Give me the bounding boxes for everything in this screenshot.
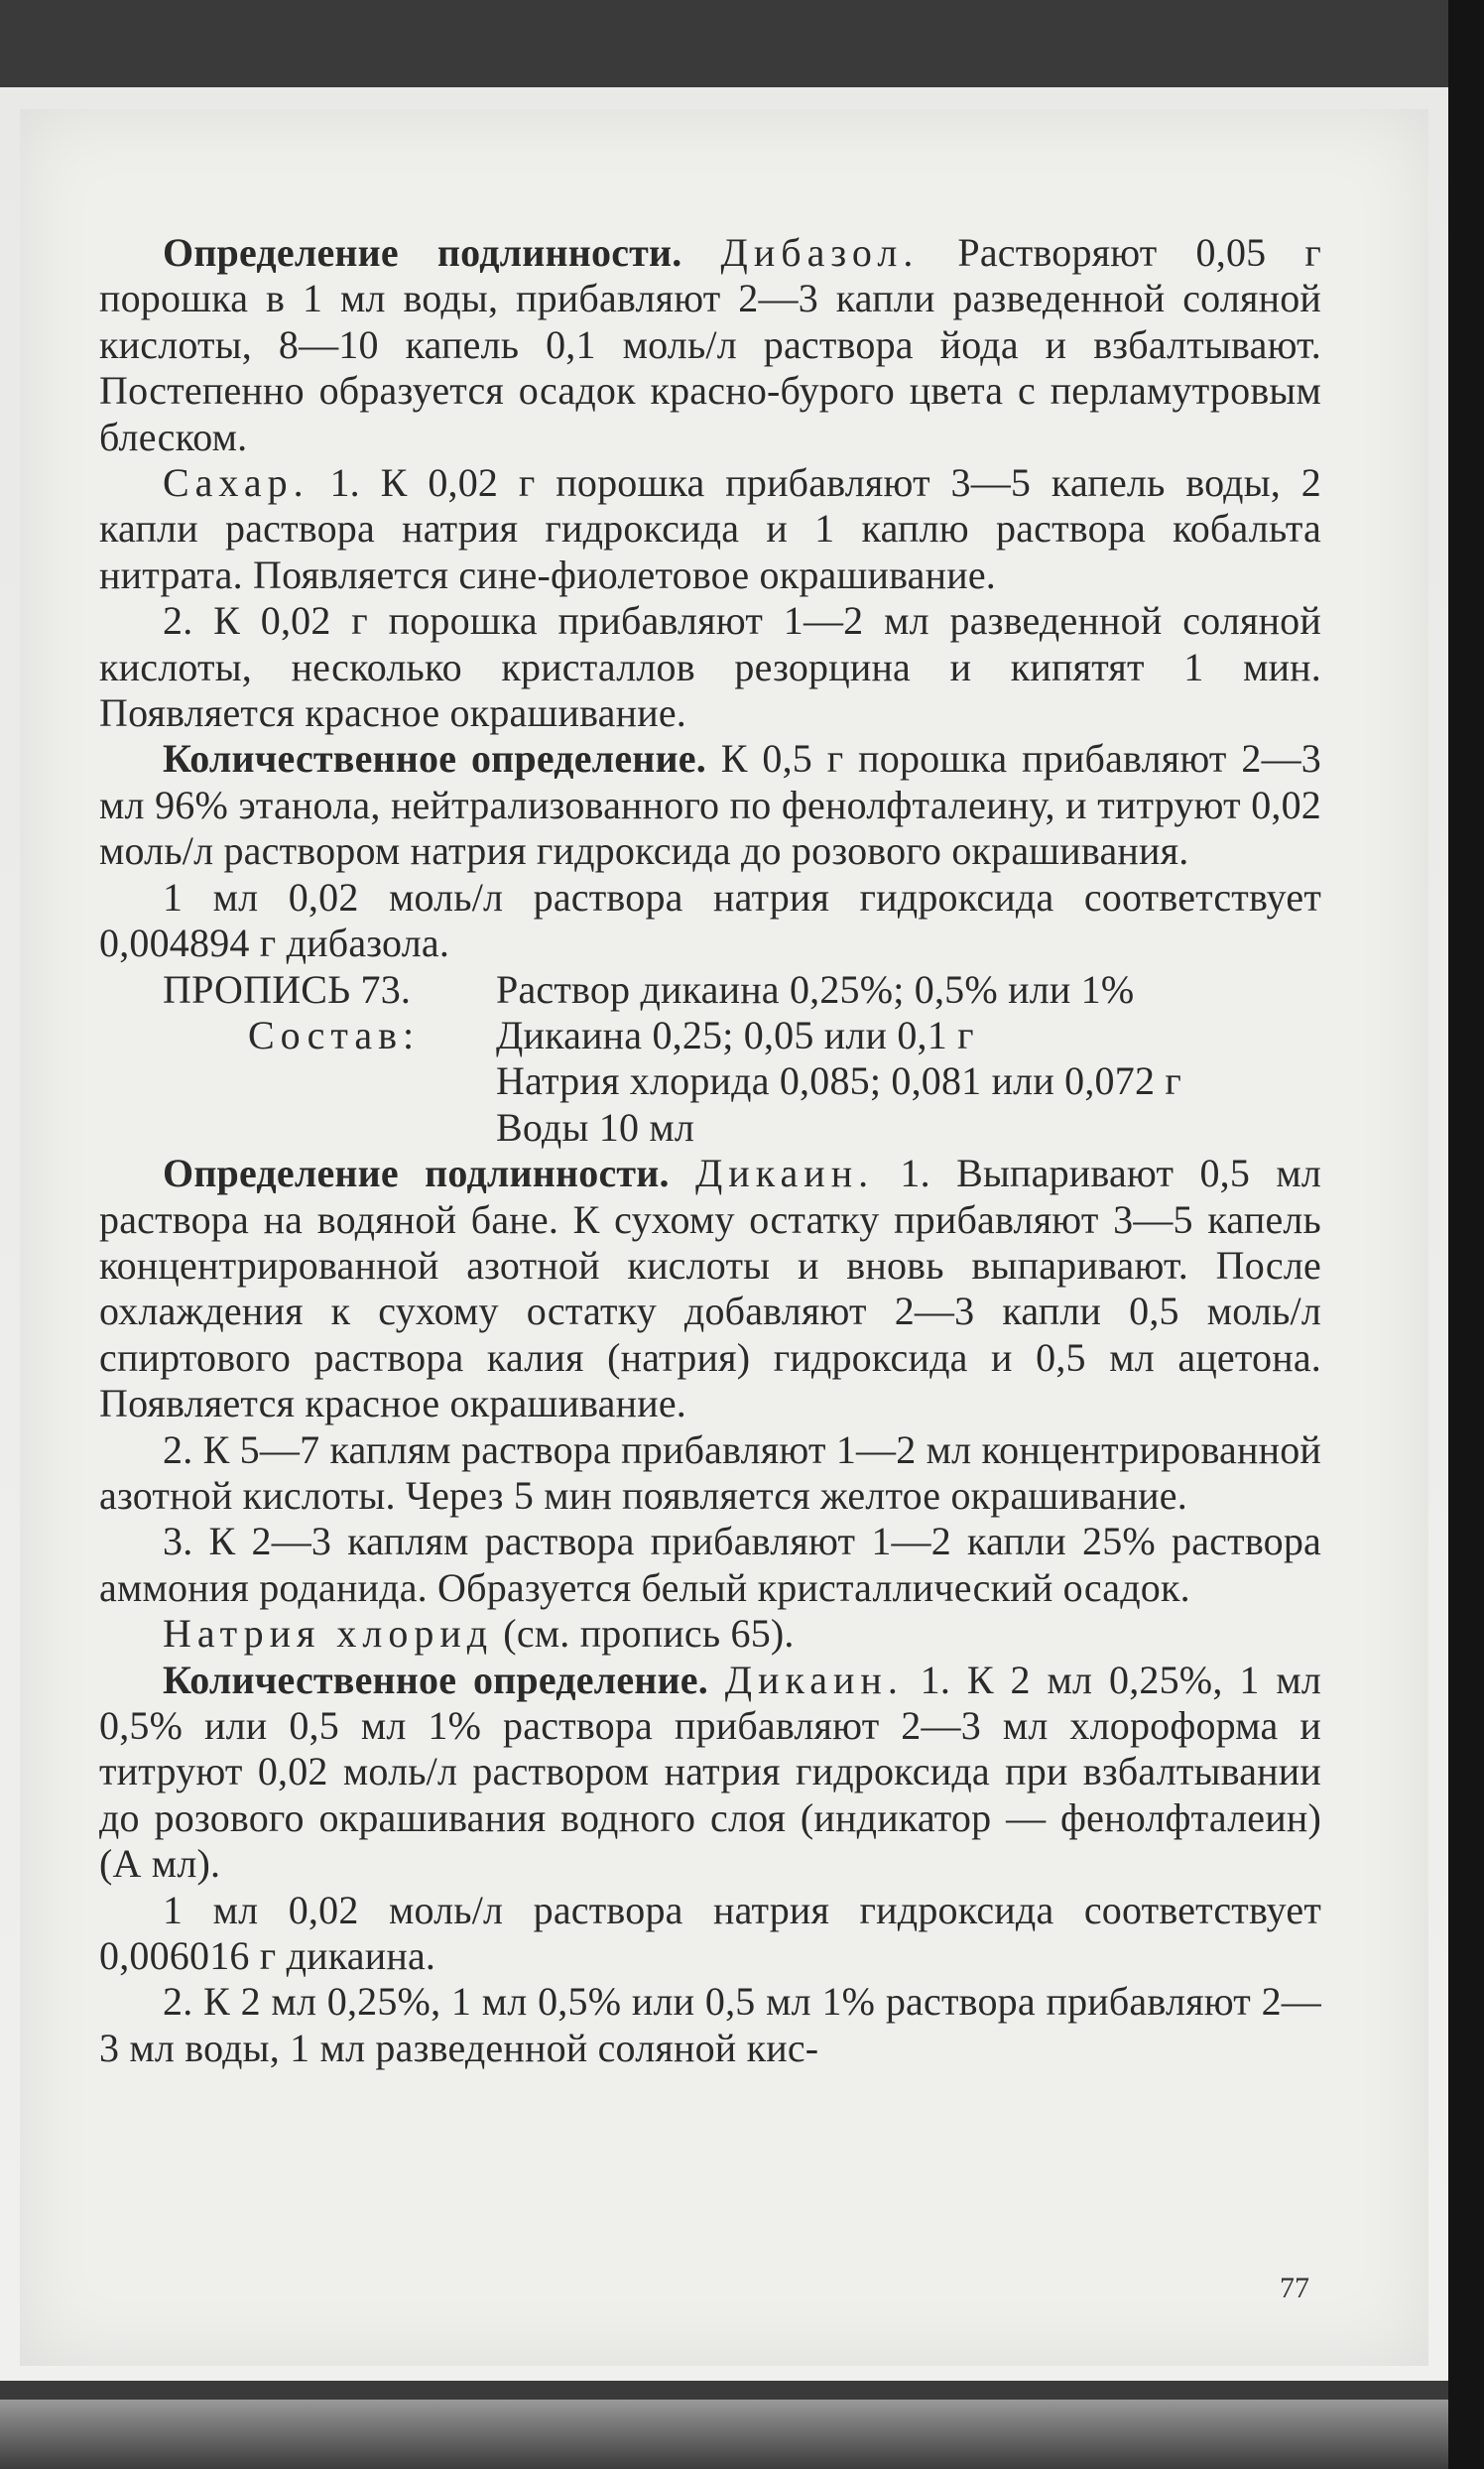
paragraph: [99, 460, 1321, 598]
paragraph-text: К 0,5 г порошка прибавляют 2—3 мл 96% этанола, нейтрализованного по фенолфталеину, и титруют 0,02 моль/л раствором натрия гидроксида до розового окрашивания.: [99, 736, 1321, 874]
paragraph: [99, 1979, 1321, 2071]
prescription-block: [99, 967, 1321, 1152]
page-text: [99, 230, 1321, 2071]
text-block-a: [99, 230, 1321, 967]
text-block-b: [99, 1151, 1321, 2071]
paragraph: [99, 1151, 1321, 1426]
composition-line: Натрия хлорида 0,085; 0,081 или 0,072 г: [496, 1058, 1181, 1104]
paragraph: [99, 1888, 1321, 1980]
paragraph-text: 2. К 2 мл 0,25%, 1 мл 0,5% или 0,5 мл 1% раствора прибавляют 2—3 мл воды, 1 мл разведенной соляной кис-: [99, 1979, 1321, 2070]
scan-bottom-edge: [0, 2400, 1448, 2469]
paragraph: [99, 875, 1321, 967]
paragraph: [99, 230, 1321, 460]
spaced-term: Дикаин.: [695, 1151, 875, 1196]
spaced-term: Дикаин.: [724, 1657, 904, 1702]
paragraph-text: 2. К 0,02 г порошка прибавляют 1—2 мл разведенной соляной кислоты, несколько кристаллов резорцина и кипятят 1 мин. Появляется красное окрашивание.: [99, 598, 1321, 736]
section-heading: Определение подлинности.: [163, 230, 682, 275]
page-number: 77: [1280, 2272, 1309, 2304]
paragraph-text: 1. К 0,02 г порошка прибавляют 3—5 капель воды, 2 капли раствора натрия гидроксида и 1 каплю раствора кобальта нитрата. Появляется сине-фиолетовое окрашивание.: [99, 460, 1321, 597]
prescription-title: Раствор дикаина 0,25%; 0,5% или 1%: [496, 966, 1135, 1012]
paragraph-text: 1. К 2 мл 0,25%, 1 мл 0,5% или 0,5 мл 1% раствора прибавляют 2—3 мл хлороформа и титруют 0,02 моль/л раствором натрия гидроксида при взбалтывании до розового окрашивания водного слоя (индикатор — фенолфталеин) (А мл).: [99, 1657, 1321, 1887]
composition-line: Воды 10 мл: [496, 1104, 695, 1150]
paragraph-text: 3. К 2—3 каплям раствора прибавляют 1—2 капли 25% раствора аммония роданида. Образуется белый кристаллический осадок.: [99, 1519, 1321, 1610]
paragraph: [99, 736, 1321, 874]
paragraph-text: 1 мл 0,02 моль/л раствора натрия гидроксида соответствует 0,004894 г дибазола.: [99, 874, 1321, 966]
paragraph: [99, 1611, 1321, 1657]
paragraph-text: 1. Выпаривают 0,5 мл раствора на водяной бане. К сухому остатку прибавляют 3—5 капель концентрированной азотной кислоты и вновь выпаривают. После охлаждения к сухому остатку добавляют 2—3 капли 0,5 моль/л спиртового раствора калия (натрия) гидроксида и 0,5 мл ацетона. Появляется красное окрашивание.: [99, 1151, 1322, 1426]
paragraph: [99, 1658, 1321, 1888]
spaced-term: Дибазол.: [720, 230, 920, 275]
section-heading: Определение подлинности.: [163, 1151, 670, 1196]
paragraph: [99, 1519, 1321, 1611]
spaced-term: Сахар.: [163, 460, 309, 506]
paragraph-text: 2. К 5—7 каплям раствора прибавляют 1—2 мл концентрированной азотной кислоты. Через 5 мин появляется желтое окрашивание.: [99, 1426, 1321, 1518]
composition-line: Дикаина 0,25; 0,05 или 0,1 г: [496, 1012, 974, 1057]
paragraph-text: (см. пропись 65).: [493, 1611, 795, 1657]
spaced-term: Натрия хлорид: [163, 1611, 494, 1657]
section-heading: Количественное определение.: [163, 736, 706, 782]
paragraph-text: Растворяют 0,05 г порошка в 1 мл воды, прибавляют 2—3 капли разведенной соляной кислоты, 8—10 капель 0,1 моль/л раствора йода и взбалтывают. Постепенно образуется осадок красно-бурого цвета с перламутровым блеском.: [99, 230, 1322, 459]
paragraph: [99, 598, 1321, 736]
section-heading: Количественное определение.: [163, 1657, 708, 1702]
paragraph-text: 1 мл 0,02 моль/л раствора натрия гидроксида соответствует 0,006016 г дикаина.: [99, 1887, 1321, 1979]
prescription-label: ПРОПИСЬ 73.: [163, 966, 412, 1012]
paragraph: [99, 1427, 1321, 1520]
scan-right-edge: [1448, 0, 1484, 2469]
composition-label: Состав:: [248, 1012, 421, 1057]
